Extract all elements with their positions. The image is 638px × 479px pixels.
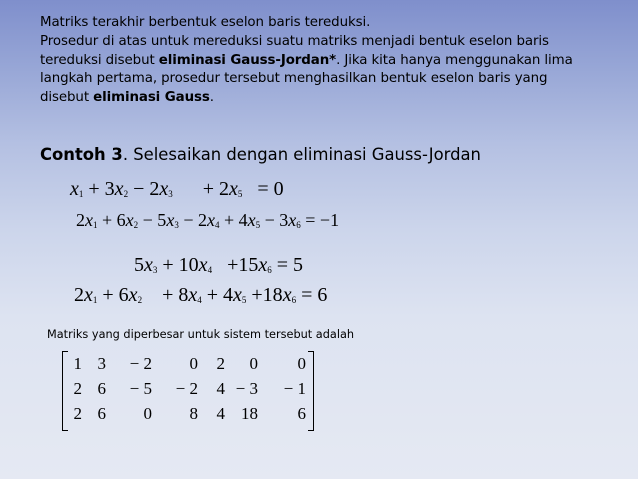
matrix-cell: − 2 — [175, 379, 198, 398]
matrix-cell: 18 — [241, 404, 258, 423]
example-text: . Selesaikan dengan eliminasi Gauss-Jordan — [122, 145, 481, 164]
matrix-row — [62, 354, 314, 378]
matrix-cell: 1 — [73, 354, 82, 373]
example-heading — [40, 145, 481, 164]
matrix-cell: 0 — [249, 354, 258, 373]
example-label: Contoh 3 — [40, 145, 123, 164]
matrix-cell: 4 — [216, 379, 225, 398]
equation-3: $5x_3 + 10x_4 +15x_6 = 5$ — [134, 254, 304, 276]
paragraph-line: disebut eliminasi Gauss. — [40, 90, 214, 106]
matrix-cell: 2 — [73, 379, 82, 398]
paragraph-line: Prosedur di atas untuk mereduksi suatu matriks menjadi bentuk eselon baris — [40, 33, 549, 49]
matrix-caption: Matriks yang diperbesar untuk sistem tersebut adalah — [47, 328, 355, 341]
matrix-cell: 6 — [97, 379, 106, 398]
paragraph-line: tereduksi disebut eliminasi Gauss-Jordan*. Jika kita hanya menggunakan lima — [40, 52, 573, 68]
matrix-cell: − 2 — [129, 354, 152, 373]
matrix-cell: 6 — [97, 404, 106, 423]
matrix-cell: 4 — [216, 404, 225, 423]
matrix-row — [62, 404, 314, 428]
augmented-matrix — [62, 351, 314, 429]
matrix-cell: 2 — [73, 404, 82, 423]
matrix-cell: 2 — [216, 354, 225, 373]
matrix-cell: − 5 — [129, 379, 152, 398]
description-paragraph — [40, 14, 630, 108]
term-gauss-jordan: eliminasi Gauss-Jordan* — [158, 52, 337, 68]
matrix-row — [62, 379, 314, 403]
equation-1: $x_1 + 3x_2 - 2x_3$ + $2x_5 = 0$ — [70, 178, 284, 200]
paragraph-line: langkah pertama, prosedur tersebut menghasilkan bentuk eselon baris yang — [40, 71, 548, 87]
paragraph-line: Matriks terakhir berbentuk eselon baris tereduksi. — [40, 15, 371, 30]
matrix-cell: 8 — [189, 404, 198, 423]
equation-4: $2x_1 + 6x_2$ + $8x_4 + 4x_5 +18x_6 = 6$ — [74, 284, 328, 306]
equation-2: $2x_1 + 6x_2 - 5x_3 - 2x_4 + 4x_5 - 3x_6 = -1$ — [76, 210, 340, 230]
matrix-cell: 0 — [189, 354, 198, 373]
matrix-cell: − 1 — [283, 379, 306, 398]
matrix-cell: 0 — [297, 354, 306, 373]
matrix-cell: − 3 — [235, 379, 258, 398]
matrix-cell: 6 — [297, 404, 306, 423]
matrix-cell: 0 — [143, 404, 152, 423]
matrix-cell: 3 — [97, 354, 106, 373]
term-gauss: eliminasi Gauss — [93, 90, 210, 106]
